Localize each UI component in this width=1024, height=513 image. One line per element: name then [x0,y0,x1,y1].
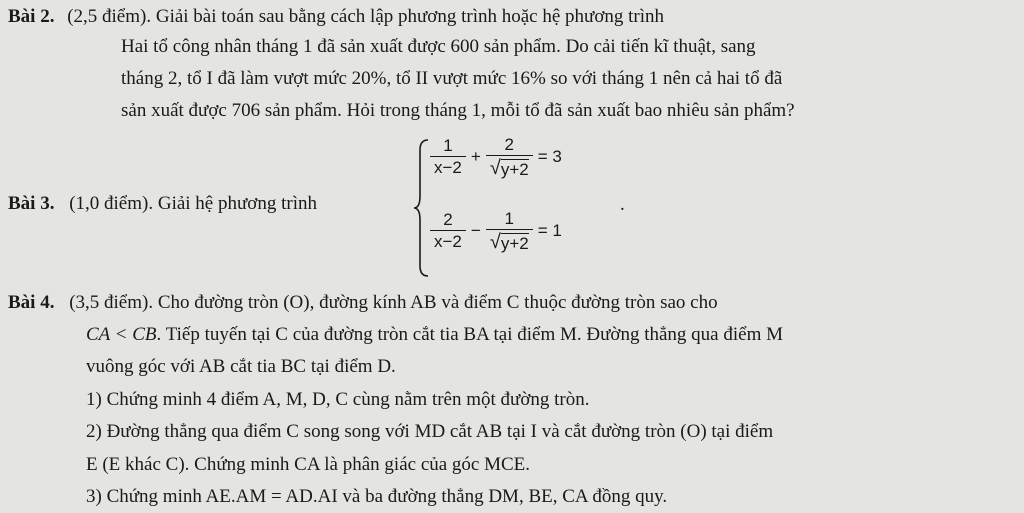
eq1-frac1-denominator: x−2 [430,156,466,177]
eq1-frac1-numerator: 1 [443,136,453,155]
problem-2-line-3: sản xuất được 706 sản phẩm. Hỏi trong tháng 1, mỗi tổ đã sản xuất bao nhiêu sản phẩm? [121,100,795,121]
equation-1 [428,136,565,178]
problem-4-line-2-text: . Tiếp tuyến tại C của đường tròn cắt tia BA tại điểm M. Đường thẳng qua điểm M [156,324,783,345]
eq1-sqrt: √ y+2 [489,157,529,179]
problem-4-heading [8,292,718,314]
problem-4-line-3: vuông góc với AB cắt tia BC tại điểm D. [86,356,396,377]
eq2-radicand: y+2 [500,234,529,253]
eq2-operator: − [470,221,481,240]
eq2-frac1-numerator: 2 [443,210,453,229]
problem-3-label: Bài 3. [8,193,55,214]
eq1-rhs: = 3 [537,147,562,166]
problem-2-label: Bài 2. [8,6,55,27]
eq2-sqrt: √ y+2 [489,231,529,253]
problem-3-heading [8,193,317,215]
eq2-frac1-denominator: x−2 [430,230,466,251]
eq1-radicand: y+2 [500,160,529,179]
problem-4-item-1: 1) Chứng minh 4 điểm A, M, D, C cùng nằm trên một đường tròn. [86,389,590,410]
eq1-fraction-2 [486,136,533,178]
problem-4-line-2 [86,324,783,346]
eq1-frac2-numerator: 2 [504,135,514,154]
eq2-fraction-2 [486,210,533,252]
problem-2-line-1: Hai tổ công nhân tháng 1 đã sản xuất được 600 sản phẩm. Do cải tiến kĩ thuật, sang [121,36,756,57]
eq2-fraction-1 [430,211,466,251]
system-period: . [620,194,625,215]
eq2-frac2-denominator [486,229,533,252]
equation-2 [428,210,565,252]
problem-2-line-2: tháng 2, tổ I đã làm vượt mức 20%, tổ II vượt mức 16% so với tháng 1 nên cả hai tổ đã [121,68,783,89]
eq1-frac2-denominator [486,155,533,178]
problem-3-text: (1,0 điểm). Giải hệ phương trình [69,193,317,214]
problem-2-heading [8,6,664,28]
eq2-rhs: = 1 [537,221,562,240]
eq2-frac2-numerator: 1 [504,209,514,228]
eq1-fraction-1 [430,137,466,177]
condition-ca-lt-cb: CA < CB [86,324,157,345]
problem-4-item-2: 2) Đường thẳng qua điểm C song song với MD cắt AB tại I và cắt đường tròn (O) tại điểm [86,421,774,442]
problem-4-item-2-cont: E (E khác C). Chứng minh CA là phân giác của góc MCE. [86,454,531,475]
problem-2-points: (2,5 điểm). Giải bài toán sau bằng cách lập phương trình hoặc hệ phương trình [67,6,665,27]
eq1-operator: + [470,147,481,166]
problem-4-label: Bài 4. [8,292,55,313]
problem-4-points: (3,5 điểm). Cho đường tròn (O), đường kính AB và điểm C thuộc đường tròn sao cho [69,292,718,313]
problem-4-item-3: 3) Chứng minh AE.AM = AD.AI và ba đường thẳng DM, BE, CA đồng quy. [86,486,668,507]
